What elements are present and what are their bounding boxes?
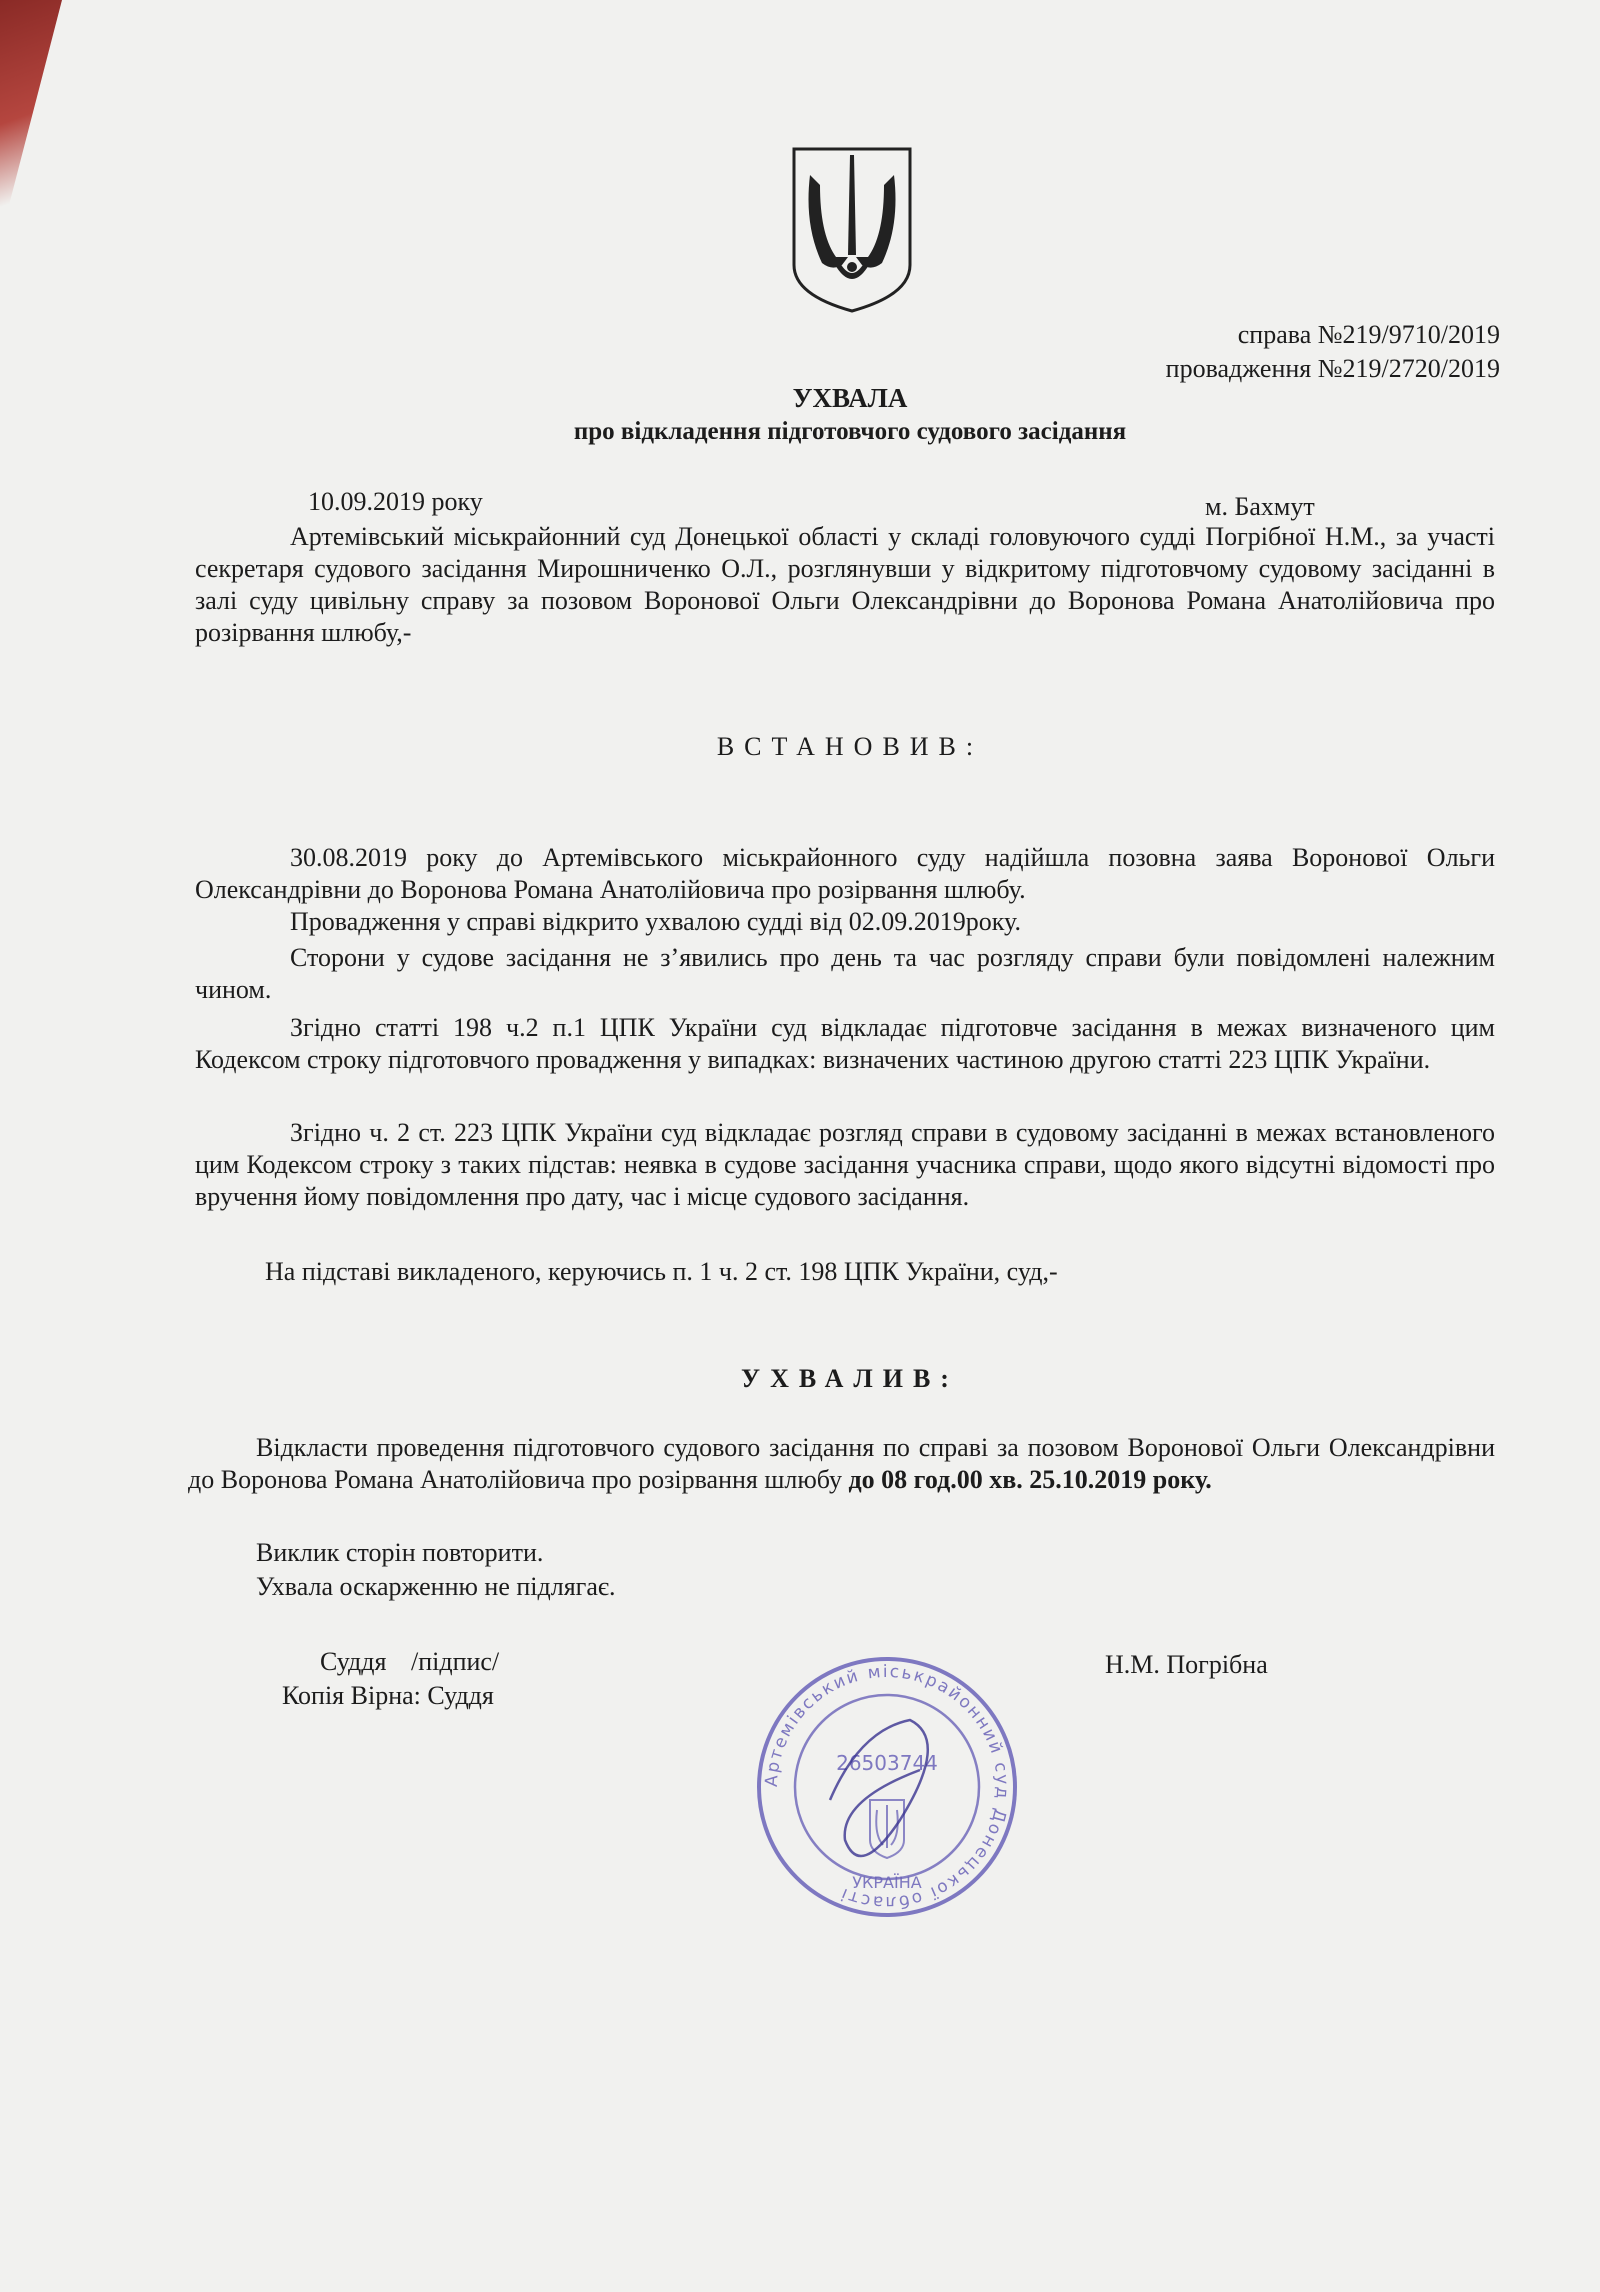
ruling-extra-1: Виклик сторін повторити.: [256, 1538, 544, 1567]
proceeding-number: провадження №219/2720/2019: [1165, 354, 1500, 383]
stamp-outer-text: Артемівський міськрайонний суд Донецької області: [761, 1661, 1013, 1913]
established-paragraph-4: Згідно статті 198 ч.2 п.1 ЦПК України суд відкладає підготовче засідання в межах визначеного цим Кодексом строку підготовчого провадження у випадках: визначених частиною другою статті 223 ЦПК України.: [195, 1013, 1495, 1074]
established-paragraph-3: Сторони у судове засідання не з’явились про день та час розгляду справи були повідомлені належним чином.: [195, 943, 1495, 1004]
established-paragraph-5: Згідно ч. 2 ст. 223 ЦПК України суд відкладає розгляд справи в судовому засіданні в межах встановленого цим Кодексом строку з таких підстав: неявка в судове засідання учасника справи, щодо якого відсутні відомості про вручення йому повідомлення про дату, час і місце судового засідання.: [195, 1118, 1495, 1211]
case-numbers: [1166, 318, 1500, 386]
ruling-deadline: до 08 год.00 хв. 25.10.2019 року.: [848, 1465, 1212, 1494]
ruling-text: Відкласти проведення підготовчого судового засідання по справі за позовом Воронової Ольги Олександрівни до Воронова Романа Анатолійовича про розірвання шлюбу: [188, 1433, 1495, 1494]
stamp-code: 26503744: [836, 1751, 938, 1775]
ruling-extra-2: Ухвала оскарженню не підлягає.: [256, 1572, 616, 1601]
case-number: справа №219/9710/2019: [1237, 320, 1500, 349]
court-seal-stamp: [750, 1650, 1025, 1925]
established-heading: ВСТАНОВИВ:: [716, 732, 984, 761]
established-paragraph-1: 30.08.2019 року до Артемівського міськрайонного суду надійшла позовна заява Воронової Ольги Олександрівни до Воронова Романа Анатолійовича про розірвання шлюбу.: [195, 843, 1495, 904]
established-paragraph-6: На підставі викладеного, керуючись п. 1 ч. 2 ст. 198 ЦПК України, суд,-: [265, 1257, 1058, 1286]
ruled-heading: УХВАЛИВ:: [741, 1364, 959, 1393]
ruling-paragraph: [188, 1432, 1495, 1496]
copy-certification-line: Копія Вірна: Суддя: [282, 1681, 494, 1710]
judge-signature-line: Суддя /підпис/: [320, 1647, 500, 1676]
established-paragraph-2: Провадження у справі відкрито ухвалою судді від 02.09.2019року.: [290, 907, 1021, 936]
document-date: 10.09.2019 року: [308, 487, 483, 516]
document-place: м. Бахмут: [1205, 492, 1315, 521]
document-title: УХВАЛА: [792, 383, 908, 413]
stamp-country: УКРАЇНА: [852, 1873, 922, 1892]
coat-of-arms-icon: [790, 145, 914, 315]
corner-fold-mark: [0, 0, 100, 240]
intro-paragraph: Артемівський міськрайонний суд Донецької області у складі головуючого судді Погрібної Н.М., за участі секретаря судового засідання Мирошниченко О.Л., розглянувши у відкритому підготовчому судовому засіданні в залі суду цивільну справу за позовом Воронової Ольги Олександрівни до Воронова Романа Анатолійовича про розірвання шлюбу,-: [195, 522, 1495, 647]
judge-name: Н.М. Погрібна: [1105, 1650, 1268, 1679]
document-subtitle: про відкладення підготовчого судового засідання: [573, 418, 1127, 445]
